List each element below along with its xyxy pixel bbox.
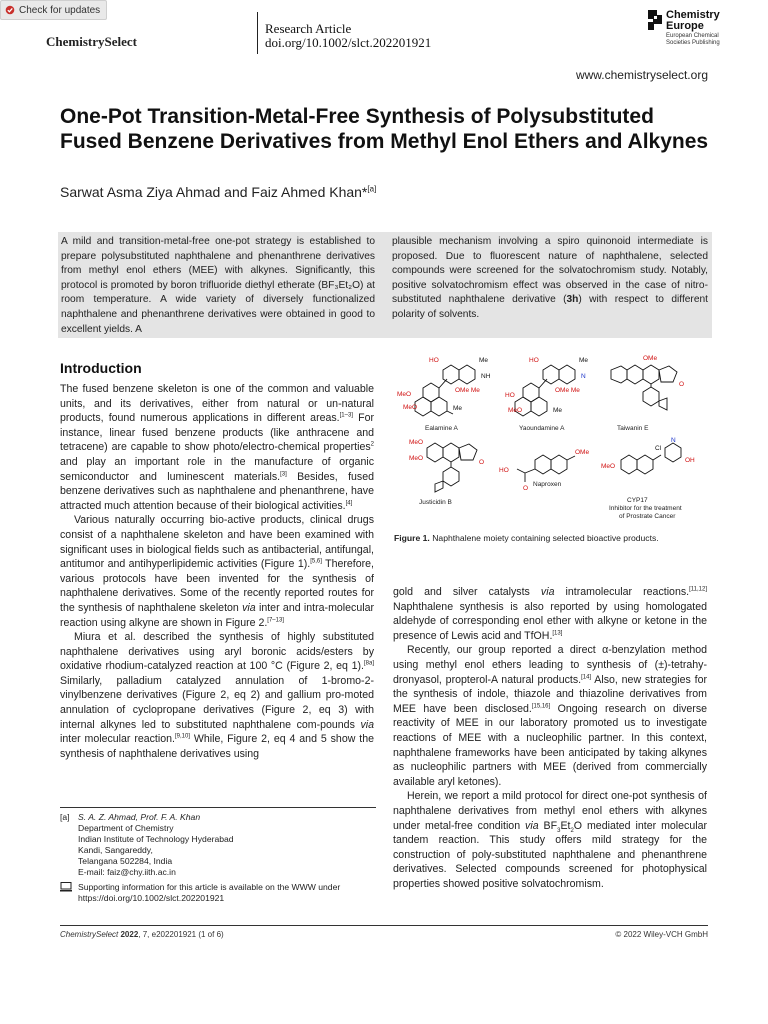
- header-divider: [257, 12, 258, 54]
- logo-sub-text: European Chemical Societies Publishing: [666, 33, 720, 46]
- check-for-updates-badge[interactable]: [0, 0, 107, 20]
- yaoundamine-meo: MeO: [508, 407, 523, 414]
- check-updates-icon: [5, 5, 15, 15]
- intro-right-column: [393, 585, 707, 891]
- ealamine-meo-2: MeO: [403, 404, 418, 411]
- intro-paragraph-5: Recently, our group reported a direct α-benzylation method using methyl enol ethers leading to synthesis of (±)-tetrahy-dronyasol, propterol-A natural products.[14] Also, new strategies for the synthesis of indole, thiazole and thiazoline derivatives from MEE have been disclosed.[15,16] Ongoing research on diverse reactivity of MEE in our laboratory promoted us to investigate reactions of MEE with a nucleophilic partner. In this context, naphthalene frameworks have been anticipated by taking alkynes as nucleophilic partners with MEE (derived from commercially available aryl ketones).: [393, 644, 708, 788]
- naproxen-o: O: [523, 485, 529, 492]
- label-cyp17-desc-1: Inhibitor for the treatment: [609, 505, 682, 512]
- cyp17-n: N: [671, 437, 676, 444]
- intro-paragraph-4: gold and silver catalysts via intramolecular reactions.[11,12] Naphthalene synthesis is also reported by using homologated aldehyde of corresponding enol ether with alkyne or ketone in the presence of Lewis acid and TfOH.[13]: [393, 586, 707, 642]
- label-ealamine: Ealamine A: [425, 425, 458, 432]
- ealamine-me-bottom: Me: [453, 405, 463, 412]
- footer-year: 2022: [120, 930, 139, 939]
- cyp17-oh: OH: [685, 457, 695, 464]
- label-taiwanin: Taiwanin E: [617, 425, 649, 432]
- label-yaoundamine: Yaoundamine A: [519, 425, 565, 432]
- footnote-affiliation: [60, 812, 380, 878]
- footnote-line-3: Kandi, Sangareddy,: [78, 845, 153, 855]
- label-naproxen: Naproxen: [533, 481, 562, 488]
- footnote-line-1: Department of Chemistry: [78, 823, 174, 833]
- chemistry-europe-logo[interactable]: [648, 10, 724, 47]
- abstract-right-post: ) with respect to different polarity of solvents.: [392, 294, 708, 320]
- justicidin-meo-1: MeO: [409, 439, 424, 446]
- journal-name: ChemistrySelect: [46, 34, 137, 49]
- footnote-line-4: Telangana 502284, India: [78, 856, 173, 866]
- abstract-left-column: A mild and transition-metal-free one-pot strategy is established to prepare polysubstituted naphthalene and phenanthrene derivatives from methyl enol ethers (MEE) with alkynes. Significantly, this protocol is promoted by boron trifluoride diethyl etherate (BF₃Et₂O) at room temperature. A wide variety of diversely functionalized naphthalene and phenanthrene derivatives were obtained in good to excellent yields. A: [61, 236, 375, 335]
- author-names: Sarwat Asma Ziya Ahmad and Faiz Ahmed Khan*: [60, 184, 368, 200]
- supporting-info-text[interactable]: Supporting information for this article is available on the WWW under https://doi.org/10.1002/slct.202201921: [78, 882, 341, 903]
- cyp17-meo: MeO: [601, 463, 616, 470]
- taiwanin-o: O: [679, 381, 685, 388]
- taiwanin-ome: OMe: [643, 355, 658, 362]
- label-cyp17: CYP17: [627, 497, 648, 504]
- yaoundamine-ome-me: OMe Me: [555, 387, 580, 394]
- footnote-supporting: [60, 882, 380, 904]
- abstract-right-pre: plausible mechanism involving a spiro quinonoid intermediate is proposed. Due to fluorescent nature of naphthalene, selected compounds were screened for the solvatochromism study. Notably, positive solvatochromism effect was observed in the case of nitro-substituted naphthalene derivative (: [392, 236, 708, 306]
- yaoundamine-me-top: Me: [579, 357, 589, 364]
- ealamine-ho: HO: [429, 357, 439, 364]
- ealamine-nh: NH: [481, 373, 491, 380]
- figure-1: [395, 352, 713, 522]
- intro-paragraph-3: Miura et al. described the synthesis of highly substituted naphthalene derivatives using aryl boronic acids/esters by oxidative rhodium-catalyzed reaction at 100 °C (Figure 2, eq 1).[8a] Similarly, palladium catalyzed annulation of 1-bromo-2-vinylbenzene derivatives (Figure 2, eq 2) and gallium pro-moted annulation of cyclopropane derivatives (Figure 2, eq 3) with internal alkynes led to substituted naphthalene com-pounds via inter molecular reaction.[9,10] While, Figure 2, eq 4 and 5 show the synthesis of naphthalene derivatives using: [60, 631, 374, 760]
- label-cyp17-desc-2: of Prostrate Cancer: [619, 513, 676, 520]
- ealamine-me-top: Me: [479, 357, 489, 364]
- yaoundamine-ho: HO: [529, 357, 539, 364]
- article-title: One-Pot Transition-Metal-Free Synthesis of Polysubstituted Fused Benzene Derivatives from Methyl Enol Ethers and Alkynes: [60, 105, 709, 153]
- justicidin-meo-2: MeO: [409, 455, 424, 462]
- figure-1-structures: [395, 352, 713, 522]
- naproxen-ho: HO: [499, 467, 509, 474]
- ealamine-meo-1: MeO: [397, 391, 412, 398]
- yaoundamine-ho-2: HO: [505, 392, 515, 399]
- abstract-box: [58, 232, 712, 338]
- doi-link[interactable]: doi.org/10.1002/slct.202201921: [265, 35, 432, 50]
- footer-citation-rest: , 7, e202201921 (1 of 6): [138, 930, 224, 939]
- intro-paragraph-1: The fused benzene skeleton is one of the common and valuable units, and its derivatives, either from natural or un-natural products, found numerous applications in different areas.[1–3] For instance, linear fused benzene products (like anthracene and tetracene) are capable to show photo/electro-chemical properties$^2$ and play an important role in the manufacture of organic semiconductor and luminescent materials.[3] Besides, fused benzene derivatives such as naphthalene and phenanthrene, have attracted much attention because of their biological activities.[4]: [60, 383, 375, 512]
- introduction-heading: Introduction: [60, 360, 142, 376]
- cyp17-cl: Cl: [655, 445, 662, 452]
- authors: [60, 184, 376, 200]
- footnote-line-2: Indian Institute of Technology Hyderabad: [78, 834, 234, 844]
- footer-copyright: © 2022 Wiley-VCH GmbH: [615, 930, 708, 939]
- author-affiliation-mark: [a]: [367, 184, 377, 194]
- abstract-compound-ref: 3h: [566, 294, 579, 306]
- check-updates-label: Check for updates: [19, 4, 101, 16]
- abstract-right-column: [392, 235, 708, 323]
- journal-website[interactable]: www.chemistryselect.org: [575, 68, 708, 82]
- logo-main-text: Chemistry Europe: [666, 9, 720, 32]
- footnote-rule: [60, 807, 376, 808]
- footnote-label: [a]: [60, 812, 70, 822]
- footer-journal: ChemistrySelect: [60, 930, 119, 939]
- intro-left-column: [60, 382, 374, 761]
- computer-icon: [60, 882, 78, 904]
- yaoundamine-n: N: [581, 373, 586, 380]
- affiliation-footnote: [60, 812, 380, 904]
- chemistry-europe-logo-icon: [648, 10, 662, 30]
- justicidin-o: O: [479, 459, 485, 466]
- caption-label: Figure 1.: [394, 533, 430, 543]
- footer-citation: [60, 930, 224, 939]
- intro-paragraph-6: Herein, we report a mild protocol for direct one-pot synthesis of naphthalene derivatives from methyl enol ethers with alkynes under metal-free condition via $BF_3Et_2O$ mediated inter molecular tandem reaction. This study offers mild strategy for the construction of poly-substituted naphthalene and phenanthrene derivatives. Selected compounds screened for photophysical properties showed positive solvatochromism.: [393, 790, 707, 890]
- caption-text: Naphthalene moiety containing selected bioactive products.: [432, 533, 659, 543]
- footnote-email[interactable]: E-mail: faiz@chy.iith.ac.in: [78, 867, 176, 877]
- article-type: Research Article: [265, 21, 352, 36]
- label-justicidin: Justicidin B: [419, 499, 452, 506]
- intro-paragraph-2: Various naturally occurring bio-active products, clinical drugs consist of a naphthalene skeleton and have been examined with significant uses in biological fields such as antibacterial, antifungal, antitumor and antihyperlipidemic activities (Figure 1).[5,6] Therefore, various protocols have been invented for the synthesis of naphthalene derivatives. Some of the recently reported routes for the synthesis of naphthalene skeleton via inter and intra-molecular reaction using alkyne are shown in Figure 2.[7–13]: [60, 514, 374, 629]
- figure-1-caption: [394, 533, 714, 543]
- ealamine-ome-me: OMe Me: [455, 387, 480, 394]
- footer-rule: [60, 925, 708, 926]
- footnote-names: S. A. Z. Ahmad, Prof. F. A. Khan: [78, 812, 201, 822]
- yaoundamine-me-bottom: Me: [553, 407, 563, 414]
- naproxen-ome: OMe: [575, 449, 590, 456]
